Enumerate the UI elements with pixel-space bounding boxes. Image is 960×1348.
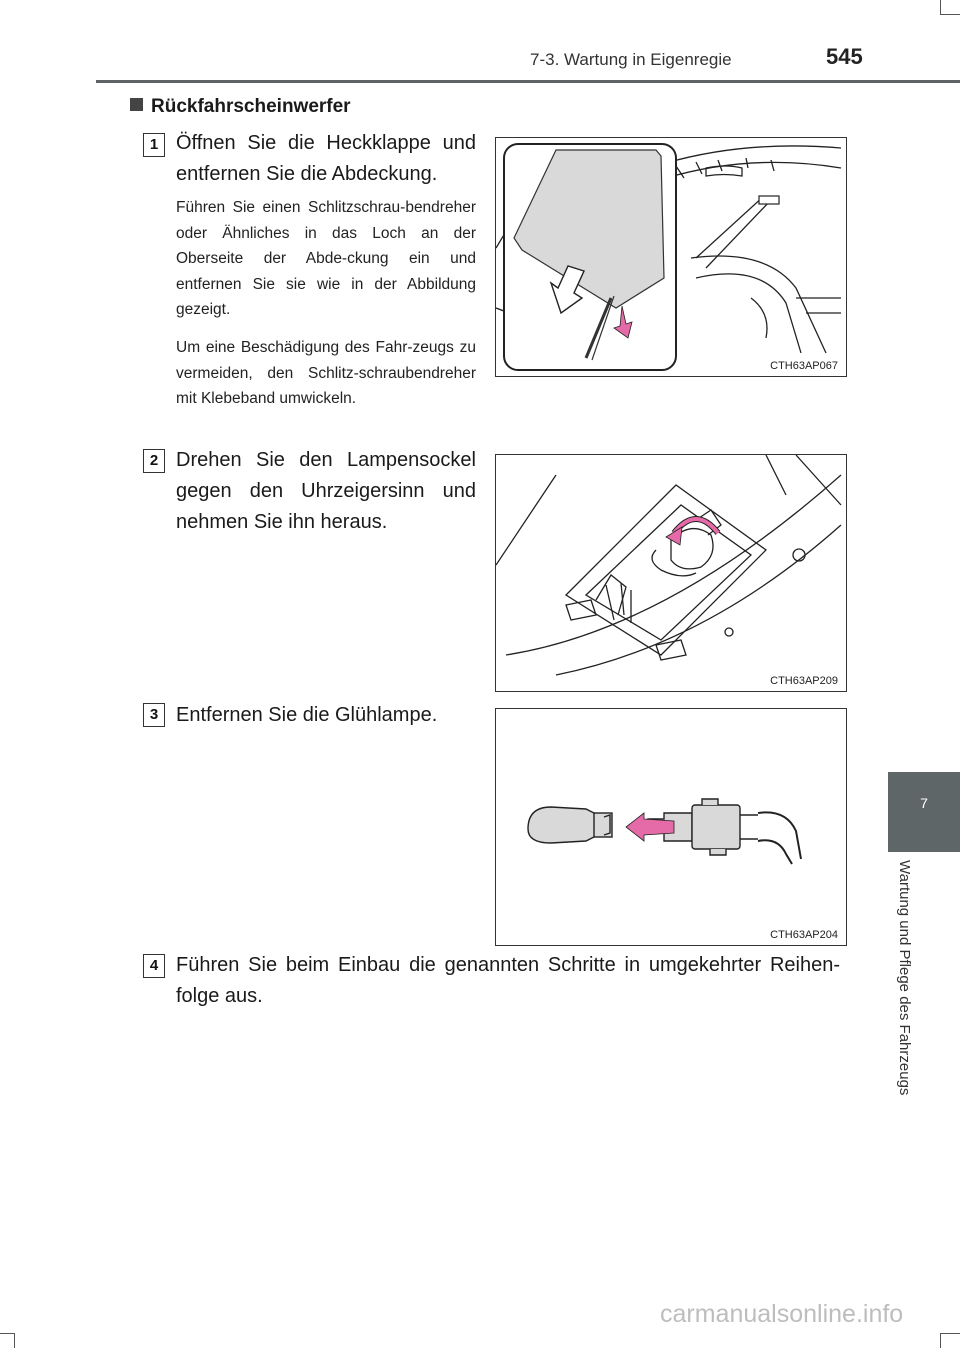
figure-code: CTH63AP204 [770,929,838,941]
crop-mark [940,1334,941,1348]
crop-mark [940,0,941,14]
lamp-socket-illustration [496,455,846,691]
page-number: 545 [826,44,863,69]
figure-code: CTH63AP067 [770,360,838,372]
crop-mark [0,1333,14,1334]
crop-mark [14,1333,15,1348]
section-title: Rückfahrscheinwerfer [151,96,351,117]
header-title: 7-3. Wartung in Eigenregie [530,50,732,69]
chapter-label: Wartung und Pflege des Fahrzeugs [896,860,913,1096]
chapter-number: 7 [920,795,928,811]
footer-watermark[interactable]: carmanualsonline.info [660,1300,904,1328]
step-number-4: 4 [143,954,165,978]
step-4-text: Führen Sie beim Einbau die genannten Schritte in umgekehrter Reihen-folge aus. [176,954,840,1007]
step-number-3: 3 [143,703,165,727]
figure-lamp-socket [495,454,847,692]
step-2-text: Drehen Sie den Lampensockel gegen den Uhrzeigersinn und nehmen Sie ihn heraus. [176,449,476,533]
square-bullet-icon [130,98,143,111]
step-1-note-1: Führen Sie einen Schlitzschrau-bendreher oder Ähnliches in das Loch an der Oberseite der Abde-ckung ein und entfernen Sie sie wie in der Abbildung gezeigt. [176,199,476,318]
bulb-removal-illustration [496,709,846,945]
figure-bulb-removal [495,708,847,946]
figure-code: CTH63AP209 [770,675,838,687]
step-1-text: Öffnen Sie die Heckklappe und entfernen Sie die Abdeckung. [176,132,476,185]
step-number-1: 1 [143,133,165,157]
crop-mark [940,1333,960,1334]
figure-tailgate-cover [495,137,847,377]
header-rule [96,80,960,83]
crop-mark [940,14,960,15]
step-1-note-2: Um eine Beschädigung des Fahr-zeugs zu vermeiden, den Schlitz-schraubendreher mit Klebeband umwickeln. [176,339,476,407]
tailgate-illustration [496,138,846,376]
section-heading [130,96,351,118]
chapter-tab [888,772,960,852]
step-number-2: 2 [143,449,165,473]
step-3-text: Entfernen Sie die Glühlampe. [176,704,438,726]
